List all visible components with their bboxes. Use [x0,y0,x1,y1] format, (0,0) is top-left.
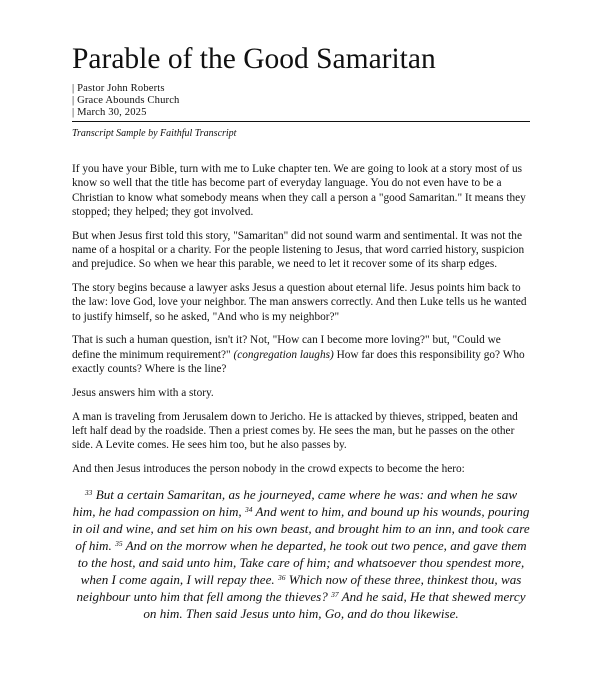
verse-number: 34 [244,504,253,514]
verse-text: And on the morrow when he departed, he took out two pence, and gave them to the host, and said unto him, Take care of him; and whatsoever thou spendest more, when I come again, I will repay thee. [77,537,527,587]
verse-number: 36 [277,572,286,582]
meta-church: | Grace Abounds Church [72,95,180,106]
paragraph: And then Jesus introduces the person nobody in the crowd expects to become the hero: [72,463,465,476]
verse-number: 33 [84,487,93,497]
paragraph: But when Jesus first told this story, "Samaritan" did not sound warm and sentimental. It was not the name of a hospital or a charity. For the people listening to Jesus, that word carried history, suspicion and prejudice. So when we hear this parable, we need to let it recover some of its sharp edges. [72,229,525,271]
paragraph: A man is traveling from Jerusalem down to Jericho. He is attacked by thieves, stripped, beaten and left half dead by the roadside. Then a priest comes by. He sees the man, but he passes on the other side. A Levite comes. He sees him too, but he also passes by. [72,410,518,452]
verse-text: Which now of these three, thinkest thou, was neighbour unto him that fell among the thieves? [76,571,522,604]
verse-text: And went to him, and bound up his wounds, pouring in oil and wine, and set him on his own beast, and brought him to an inn, and took care of him. [72,503,530,553]
verse-text: But a certain Samaritan, as he journeyed, came where he was: and when he saw him, he had compassion on him, [72,486,518,519]
meta-date: | March 30, 2025 [72,107,147,118]
paragraph: The story begins because a lawyer asks Jesus a question about eternal life. Jesus points him back to the law: love God, love your neighbor. The man answers correctly. And then Luke tells us he wanted to justify himself, so he asked, "And who is my neighbor?" [72,282,527,323]
paragraph: Jesus answers him with a story. [72,386,214,399]
stage-direction: (congregation laughs) [233,348,334,361]
transcript-credit: Transcript Sample by Faithful Transcript [72,128,237,139]
meta-pastor: | Pastor John Roberts [72,83,165,94]
transcript-body [72,162,530,622]
paragraph-text: How far does this responsibility go? Who exactly counts? Where is the line? [72,348,525,376]
header-divider [72,121,530,122]
verse-number: 37 [331,589,339,599]
paragraph: If you have your Bible, turn with me to Luke chapter ten. We are going to look at a story most of us know so well that the title has become part of everyday language. You do not even have to be a Christian to know what somebody means when they call a person a "good Samaritan." It means they stopped; they helped; they got involved. [72,163,526,218]
paragraph-text: That is such a human question, isn't it? Not, "How can I become more loving?" but, "Could we define the minimum requirement?" [72,334,501,361]
paragraph [72,333,530,376]
verse-number: 35 [115,538,123,548]
sermon-meta [72,83,180,119]
scripture-quote [72,486,530,622]
page-title: Parable of the Good Samaritan [72,43,436,75]
verse-text: And he said, He that shewed mercy on him. Then said Jesus unto him, Go, and do thou likewise. [143,588,526,621]
